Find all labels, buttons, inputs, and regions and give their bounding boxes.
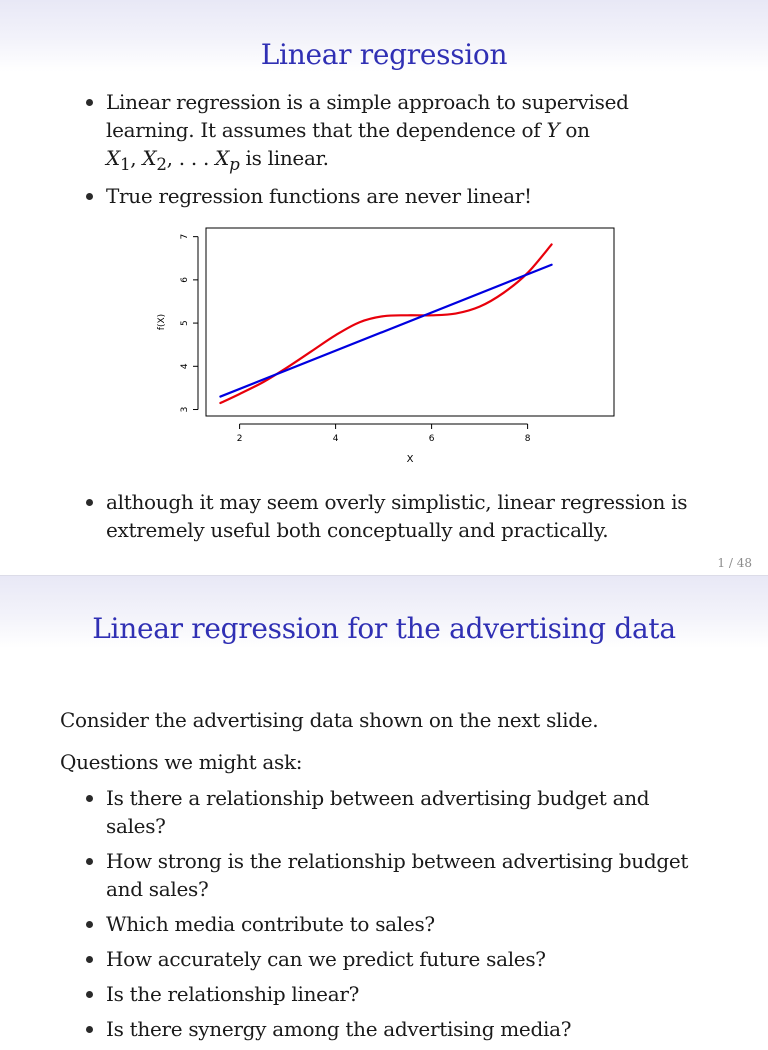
math-subscript: 2 [156,155,167,174]
bullet-icon [86,795,93,802]
bullet-icon [86,1026,93,1033]
bullet-text: although it may seem overly simplistic, linear regression is [106,490,688,514]
bullet-icon [86,991,93,998]
math-var-y: Y [546,118,560,142]
regression-plot [150,218,630,470]
x-tick-label: 6 [428,434,435,444]
question-text: Is the relationship linear? [106,982,360,1006]
questions-label: Questions we might ask: [60,750,303,774]
slide-2 [0,576,768,1041]
x-tick-label: 4 [332,434,339,444]
x-tick-label: 8 [524,434,531,444]
page-number: 1 / 48 [717,556,752,570]
bullet-text: True regression functions are never linear! [106,184,532,208]
question-item [84,784,724,840]
question-text: Is there synergy among the advertising media? [106,1017,572,1041]
bullet-item [84,488,724,544]
x-axis-label: X [406,454,414,465]
y-tick-label: 6 [180,276,190,283]
math-var-x1: X [106,146,120,170]
true-function-curve [220,244,551,403]
bullet-text: on [559,118,590,142]
bullet-icon [86,193,93,200]
bullet-text: extremely useful both conceptually and practically. [106,518,609,542]
intro-text: Consider the advertising data shown on the next slide. [60,708,599,732]
question-item [84,847,724,903]
bullet-list [84,488,724,544]
math-subscript: p [229,155,240,174]
bullet-icon [86,858,93,865]
bullet-text: learning. It assumes that the dependence of [106,118,547,142]
question-text: and sales? [106,877,209,901]
math-var-xp: X [215,146,230,170]
question-item [84,910,724,938]
bullet-icon [86,99,93,106]
bullet-icon [86,499,93,506]
bullet-list [84,88,724,213]
bullet-text: Linear regression is a simple approach to supervised [106,90,629,114]
math-sep: , [130,146,143,170]
linear-fit-line [220,265,551,397]
questions-list [84,784,724,1050]
question-item [84,1015,724,1043]
bullet-item [84,182,724,210]
y-axis-label: f(X) [157,313,167,331]
bullet-icon [86,956,93,963]
slide-title: Linear regression for the advertising data [92,612,676,645]
slide-title: Linear regression [260,38,508,71]
bullet-item [84,88,724,179]
math-subscript: 1 [119,155,131,174]
y-tick-label: 7 [180,233,190,240]
y-tick-label: 5 [180,320,190,326]
x-tick-label: 2 [236,434,243,444]
math-var-x2: X [142,146,157,170]
question-text: Which media contribute to sales? [106,912,435,936]
y-tick-label: 3 [180,406,190,413]
y-tick-label: 4 [180,363,190,370]
question-text: sales? [106,814,166,838]
question-item [84,980,724,1008]
question-text: Is there a relationship between advertising budget and [106,786,650,810]
question-text: How strong is the relationship between advertising budget [106,849,689,873]
math-sep: , . . . [166,146,216,170]
bullet-text: is linear. [239,146,329,170]
question-text: How accurately can we predict future sales? [106,947,546,971]
question-item [84,945,724,973]
bullet-icon [86,921,93,928]
